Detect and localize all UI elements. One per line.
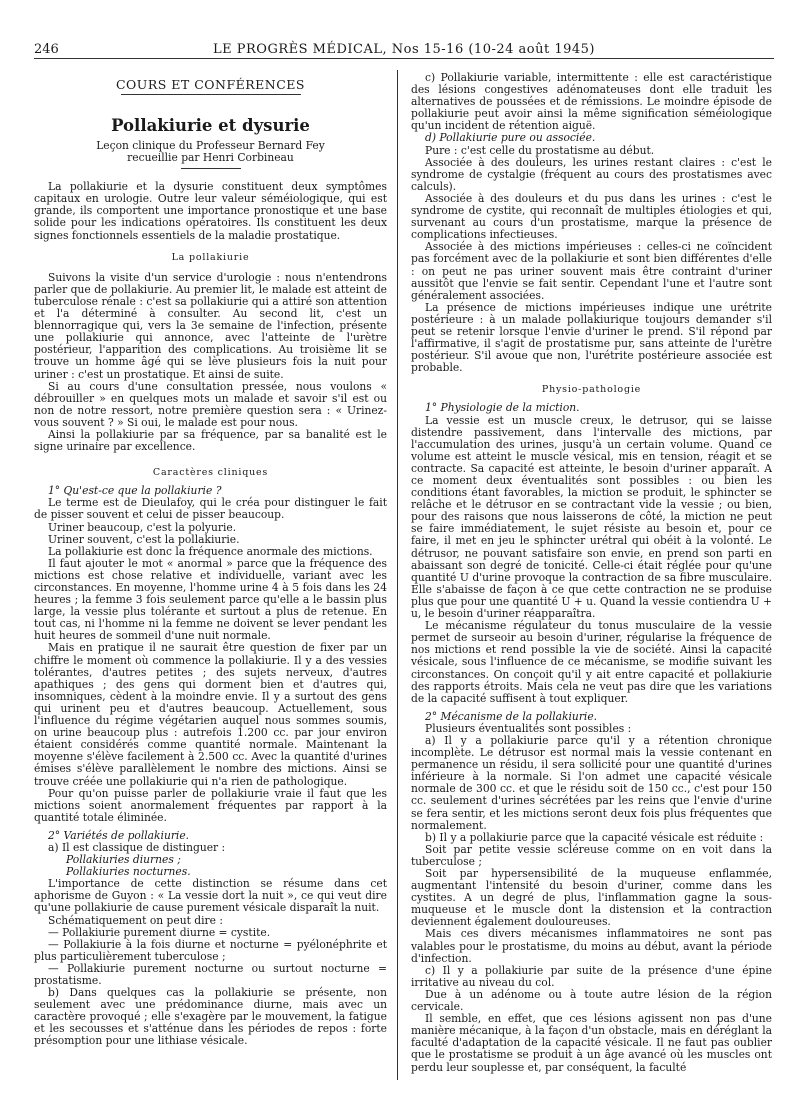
paragraph: Associée à des douleurs, les urines restant claires : c'est le syndrome de cystalgie (fréquent au cours des prostatismes avec calculs).: [411, 155, 772, 193]
paragraph: Le mécanisme régulateur du tonus musculaire de la vessie permet de surseoir au besoin d'uriner, régularise la fréquence de nos mictions et rend possible la vie de société. Ainsi la capacité vésicale, sous l'influence de ce mécanisme, se modifie suivant les circonstances. On conçoit qu'il y ait entre capacité et pollakiurie des rapports étroits. Mais cela ne veut pas dire que les variations de la capacité suffisent à tout expliquer.: [411, 619, 772, 705]
running-header: [34, 42, 774, 59]
subsection-title: 2° Variétés de pollakiurie.: [48, 828, 190, 842]
paragraph: Associée à des douleurs et du pus dans les urines : c'est le syndrome de cystite, qui reconnaît de multiples étiologies et qui, survenant au cours d'un prostatisme, marque la présence de complications infectieuses.: [411, 191, 772, 242]
paragraph: Plusieurs éventualités sont possibles :: [425, 721, 632, 735]
paragraph: Ainsi la pollakiurie par sa fréquence, par sa banalité est le signe urinaire par excellence.: [34, 427, 387, 454]
paragraph: L'importance de cette distinction se résume dans cet aphorisme de Guyon : « La vessie dort la nuit », ce qui veut dire qu'une pollakiurie de cause purement vésicale disparaît la nuit.: [34, 877, 387, 915]
paragraph: Mais en pratique il ne saurait être question de fixer par un chiffre le moment où commence la pollakiurie. Il y a des vessies tolérantes, d'autres petites ; des sujets nerveux, d'autres apathiques ; des gens qui dorment bien et d'autres qui, insomniques, cèdent à la moindre envie. Il y a surtout des gens qui urinent peu et d'autres beaucoup. Actuellement, sous l'influence du régime végétarien auquel nous sommes soumis, on urine beaucoup plus : autrefois 1.200 cc. par jour environ étaient considérés comme quantité normale. Maintenant la moyenne s'élève facilement à 2.500 cc. Avec la quantité d'urines émises s'élève parallèlement le nombre des mictions. Ainsi se trouve créée une pollakiurie qui n'a rien de pathologique.: [34, 641, 387, 788]
paragraph: Associée à des mictions impérieuses : celles-ci ne coïncident pas forcément avec de la pollakiurie et sont bien différentes d'elle : on peut ne pas uriner souvent mais être contraint d'uriner aussitôt que l'envie se fait sentir. Cependant l'une et l'autre sont généralement associées.: [411, 240, 772, 302]
subsection-title: d) Pollakiurie pure ou associée.: [425, 131, 596, 145]
subsection-title: 1° Qu'est-ce que la pollakiurie ?: [48, 484, 222, 498]
paragraph: Uriner beaucoup, c'est la polyurie.: [48, 520, 237, 534]
paragraph: Il faut ajouter le mot « anormal » parce que la fréquence des mictions est chose relative et individuelle, variant avec les circonstances. En moyenne, l'homme urine 4 à 5 fois dans les 24 heures ; la femme 3 fois seulement parce qu'elle a le bassin plus large, la vessie plus tolérante et surtout a plus de retenue. En tout cas, ni l'homme ni la femme ne doivent se lever pendant les huit heures de sommeil d'une nuit normale.: [34, 556, 387, 643]
byline-recorder: recueillie par Henri Corbineau: [127, 151, 294, 165]
paragraph: b) Il y a pollakiurie parce que la capacité vésicale est réduite :: [425, 830, 764, 844]
paragraph: Schématiquement on peut dire :: [48, 913, 223, 927]
paragraph: Il semble, en effet, que ces lésions agissent non pas d'une manière mécanique, à la façon d'un obstacle, mais en déréglant la faculté d'adaptation de la capacité vésicale. Il ne faut pas oublier que le prostatisme se produit à un âge avancé où les muscles ont perdu leur souplesse et, par conséquent, la faculté: [411, 1012, 772, 1074]
section-heading: COURS ET CONFÉRENCES: [115, 77, 305, 92]
list-item: — Pollakiurie purement nocturne ou surtout nocturne = prostatisme.: [34, 961, 387, 987]
list-item: Pollakiuries diurnes ;: [66, 853, 181, 867]
running-title: LE PROGRÈS MÉDICAL, Nos 15-16 (10-24 août 1945): [213, 42, 595, 57]
paragraph: Soit par petite vessie scléreuse comme on en voit dans la tuberculose ;: [411, 842, 772, 868]
paragraph: a) Il est classique de distinguer :: [48, 840, 226, 854]
page-number: 246: [34, 42, 59, 57]
paragraph: Soit par hypersensibilité de la muqueuse enflammée, augmentant l'intensité du besoin d'uriner, comme dans les cystites. A un degré de plus, l'inflammation gagne la sous-muqueuse et le muscle dont la distension et la contraction deviennent également douloureuses.: [411, 867, 772, 929]
paragraph: Pure : c'est celle du prostatisme au début.: [425, 143, 655, 157]
list-item: Pollakiuries nocturnes.: [66, 865, 191, 879]
byline-lecture: Leçon clinique du Professeur Bernard Fey: [96, 139, 325, 152]
column-divider: [397, 70, 398, 1080]
paragraph: Suivons la visite d'un service d'urologie : nous n'entendrons parler que de pollakiurie. Au premier lit, le malade est atteint de tuberculose rénale : c'est sa pollakiurie qui a attiré son attention et l'a déterminé à consulter. Au second lit, c'est un blennorragique qui, vers la 3e semaine de l'infection, présente une pollakiurie qui annonce, avec l'atteinte de l'urètre postérieur, l'apparition des complications. Au troisième lit se trouve un homme âgé qui se lève plusieurs fois la nuit pour uriner : c'est un prostatique. Et ainsi de suite.: [34, 270, 387, 381]
paragraph: Si au cours d'une consultation pressée, nous voulons « débrouiller » en quelques mots un malade et savoir s'il est ou non de notre ressort, notre première question sera : « Urinez-vous souvent ? » Si oui, le malade est pour nous.: [34, 379, 387, 429]
paragraph: La présence de mictions impérieuses indique une urétrite postérieure : à un malade pollakiurique toujours demander s'il peut se retenir lorsque l'envie d'uriner le prend. S'il répond par l'affirmative, il s'agit de prostatisme pur, sans atteinte de l'urètre postérieur. S'il avoue que non, l'urétrite postérieure associée est probable.: [411, 300, 772, 375]
paragraph: Le terme est de Dieulafoy, qui le créa pour distinguer le fait de pisser souvent et celui de pisser beaucoup.: [34, 496, 387, 522]
paragraph: c) Il y a pollakiurie par suite de la présence d'une épine irritative au niveau du col.: [411, 963, 772, 989]
subsection-title: 2° Mécanisme de la pollakiurie.: [425, 709, 598, 723]
list-item: — Pollakiurie purement diurne = cystite.: [48, 925, 271, 939]
left-column: [34, 72, 387, 1048]
paragraph: b) Dans quelques cas la pollakiurie se présente, non seulement avec une prédominance diurne, mais avec un caractère provoqué ; elle s'exagère par le mouvement, la fatigue et les secousses et s'atténue dans les périodes de repos : forte présomption pour une lithiase vésicale.: [34, 986, 387, 1048]
subheading: Caractères cliniques: [152, 467, 269, 479]
subheading: Physio-pathologie: [541, 384, 642, 396]
paragraph: Uriner souvent, c'est la pollakiurie.: [48, 532, 240, 546]
paragraph: c) Pollakiurie variable, intermittente : elle est caractéristique des lésions congestives adénomateuses dont elle traduit les alternatives de poussées et de rémissions. Le moindre épisode de pollakiurie peut avoir ainsi la même signification séméiologique qu'un incident de rétention aiguë.: [411, 71, 772, 133]
paragraph: Pour qu'on puisse parler de pollakiurie vraie il faut que les mictions soient anormalement fréquentes par rapport à la quantité totale éliminée.: [34, 786, 387, 824]
paragraph: La vessie est un muscle creux, le detrusor, qui se laisse distendre passivement, dans l'intervalle des mictions, par l'accumulation des urines, jusqu'à un certain volume. Quand ce volume est atteint le muscle vésical, mis en tension, réagit et se contracte. Sa capacité est atteinte, le besoin d'uriner apparaît. A ce moment deux éventualités sont possibles : ou bien les conditions étant favorables, la miction se produit, le sphincter se relâche et le détrusor en se contractant vide la vessie ; ou bien, pour des raisons que nous laisserons de côté, la miction ne peut se faire immédiatement, le sujet résiste au besoin et, pour ce faire, il met en jeu le sphincter urétral qui obéit à la volonté. Le détrusor, ne pouvant satisfaire son envie, en prend son parti en abaissant son degré de tonicité. Celle-ci était réglée pour qu'une quantité U d'urine provoque la contraction de sa fibre musculaire. Elle s'abaisse de façon à ce que cette contraction ne se produise plus que pour une quantité U + u. Quand la vessie contiendra U + u, le besoin d'uriner réapparaîtra.: [411, 413, 772, 621]
subsection-title: 1° Physiologie de la miction.: [425, 401, 580, 415]
paragraph: La pollakiurie est donc la fréquence anormale des mictions.: [48, 544, 373, 558]
right-column: [411, 72, 772, 1074]
list-item: — Pollakiurie à la fois diurne et nocturne = pyélonéphrite et plus particulièrement tuberculose ;: [34, 937, 387, 963]
subheading: La pollakiurie: [171, 251, 250, 263]
paragraph: Mais ces divers mécanismes inflammatoires ne sont pas valables pour le prostatisme, du moins au début, avant la période d'infection.: [411, 927, 772, 965]
article-title: Pollakiurie et dysurie: [111, 116, 310, 135]
paragraph: a) Il y a pollakiurie parce qu'il y a rétention chronique incomplète. Le détrusor est normal mais la vessie contenant en permanence un résidu, il sera sollicité pour une quantité d'urines inférieure à la normale. Si l'on admet une capacité vésicale normale de 300 cc. et que le résidu soit de 150 cc., c'est pour 150 cc. seulement d'urines sécrétées par les reins que l'envie d'urine se fera sentir, et les mictions seront deux fois plus fréquentes que normalement.: [411, 733, 772, 832]
paragraph: Due à un adénome ou à toute autre lésion de la région cervicale.: [411, 987, 772, 1014]
paragraph: La pollakiurie et la dysurie constituent deux symptômes capitaux en urologie. Outre leur valeur séméiologique, qui est grande, ils comportent une importance pronostique et une base solide pour les indications opératoires. Ils constituent les deux signes fonctionnels essentiels de la maladie prostatique.: [34, 180, 387, 242]
